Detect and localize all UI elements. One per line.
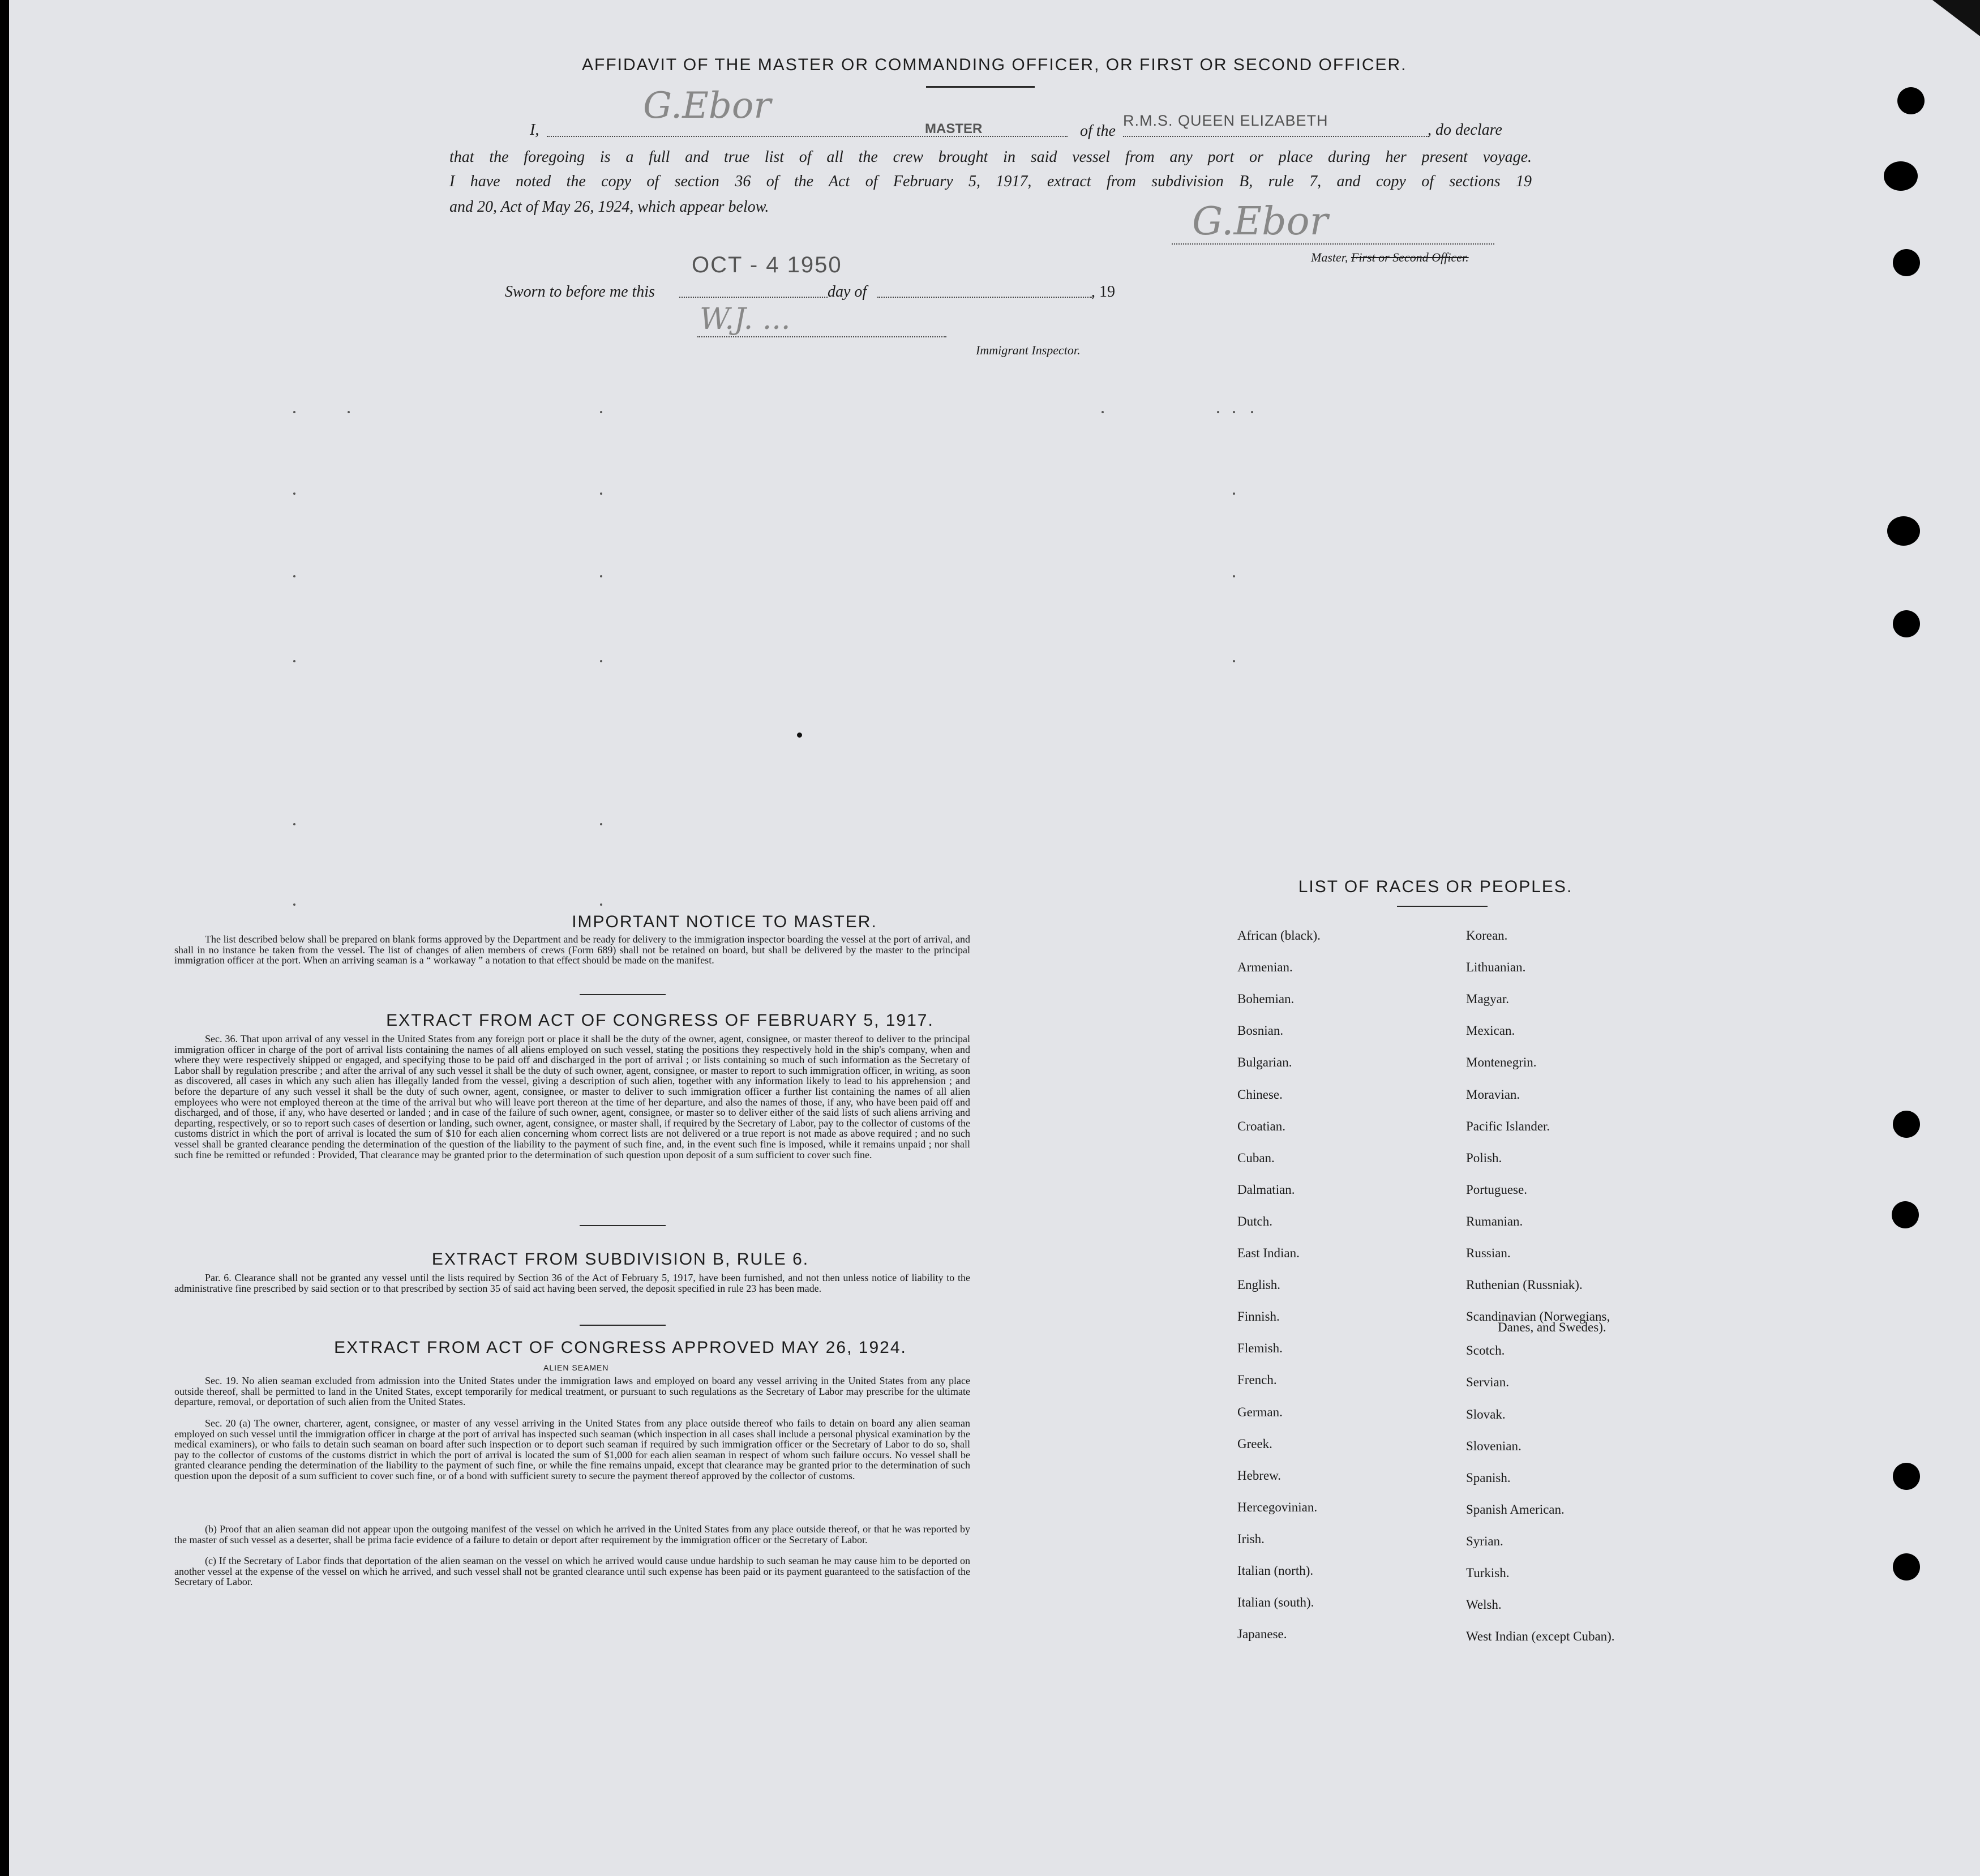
race-item: Portuguese. — [1466, 1183, 1527, 1197]
extract-1924-sec19: Sec. 19. No alien seaman excluded from admission into the United States under the immigration laws and employed on board any vessel arriving in the United States from any place outside thereof, shall be permitted to land in the United States, except temporarily for medical treatment, or pursuant to such regulations as the Secretary of Labor may prescribe for the ultimate departure, removal, or deportation of such alien from the United States. — [174, 1375, 970, 1408]
race-item: Armenian. — [1237, 960, 1293, 974]
race-item: Irish. — [1237, 1532, 1265, 1546]
punch-hole — [1893, 1463, 1920, 1490]
sworn-day-line — [679, 297, 828, 298]
race-item: Korean. — [1466, 928, 1508, 943]
race-scandinavian-continuation: Danes, and Swedes). — [1498, 1320, 1606, 1334]
sworn-month-line — [877, 297, 1092, 298]
notice-rule — [580, 994, 666, 995]
title-rule — [926, 86, 1035, 88]
extract-1917-title: EXTRACT FROM ACT OF CONGRESS OF FEBRUARY 5, 1917. — [386, 1011, 934, 1030]
date-stamp: OCT - 4 1950 — [692, 252, 842, 277]
race-item: Flemish. — [1237, 1341, 1283, 1355]
extract-rule6-title: EXTRACT FROM SUBDIVISION B, RULE 6. — [431, 1250, 809, 1269]
race-item: Moravian. — [1466, 1087, 1520, 1102]
race-item: Magyar. — [1466, 992, 1510, 1006]
extract-1924-sec20b: (b) Proof that an alien seaman did not appear upon the outgoing manifest of the vessel on which he arrived in the United States from any place outside thereof, or that he was reported by the master of such vessel as a deserter, shall be prima facie evidence of a failure to detain or deport after requirement by the immigration officer or the Secretary of Labor. — [174, 1523, 970, 1545]
inspector-line — [697, 336, 946, 337]
rank-stamp: MASTER — [925, 121, 983, 136]
race-item: Polish. — [1466, 1151, 1502, 1165]
do-declare-label: , do declare — [1428, 121, 1502, 139]
race-item: West Indian (except Cuban). — [1466, 1629, 1615, 1643]
race-item: Russian. — [1466, 1246, 1511, 1260]
race-item: Syrian. — [1466, 1534, 1503, 1548]
corner-fold — [1932, 0, 1980, 36]
name-line — [547, 136, 1068, 137]
race-item: Welsh. — [1466, 1597, 1502, 1612]
race-item: East Indian. — [1237, 1246, 1300, 1260]
document-sheet — [9, 0, 1980, 1876]
race-item: Bulgarian. — [1237, 1055, 1292, 1069]
vessel-name-stamp: R.M.S. QUEEN ELIZABETH — [1123, 112, 1328, 129]
race-item: Spanish American. — [1466, 1502, 1565, 1517]
race-item: Hercegovinian. — [1237, 1500, 1318, 1514]
master-label: Master, — [1311, 250, 1348, 264]
race-item: Cuban. — [1237, 1151, 1275, 1165]
race-item: Bosnian. — [1237, 1023, 1284, 1038]
race-item: French. — [1237, 1373, 1277, 1387]
punch-hole — [1892, 1201, 1919, 1228]
punch-hole — [1893, 1111, 1920, 1138]
extract-1924-sec20a: Sec. 20 (a) The owner, charterer, agent, consignee, or master of any vessel arriving in the United States from any place outside thereof who fails to detain on board any alien seaman employed on such vessel until the immigration officer in charge at the port of arrival has inspected such seaman (which inspection in all cases shall include a personal physical examination by the medical examiners), or who fails to detain such seaman on board after such inspection or to deport such seaman if required by such immigration officer or the Secretary of Labor to do so, shall pay to the collector of customs of the customs district in which the port of arrival is located the sum of $1,000 for each alien seaman in respect of whom such failure occurs. No vessel shall be granted clearance pending the determination of the liability to the payment of such fine, or while the fine remains unpaid, except that clearance may be granted prior to the determination of such question upon the deposit of a sum sufficient to cover such fine, or of a bond with sufficient surety to secure the payment thereof approved by the collector of customs. — [174, 1417, 970, 1481]
race-item: Slovak. — [1466, 1407, 1506, 1421]
punch-hole — [1897, 87, 1925, 114]
race-item: Turkish. — [1466, 1566, 1510, 1580]
race-item: Finnish. — [1237, 1309, 1280, 1324]
declaration-line-3: and 20, Act of May 26, 1924, which appear below. — [449, 198, 769, 216]
vessel-line — [1123, 136, 1429, 137]
affidavit-title: AFFIDAVIT OF THE MASTER OR COMMANDING OFFICER, OR FIRST OR SECOND OFFICER. — [582, 55, 1407, 74]
punch-hole — [1893, 249, 1920, 276]
race-item: Lithuanian. — [1466, 960, 1526, 974]
race-item: Scotch. — [1466, 1343, 1505, 1357]
notice-text: The list described below shall be prepared on blank forms approved by the Department and be ready for delivery to the immigration inspector boarding the vessel at the port of arrival, and shall in no instance be taken from the vessel. The list of changes of alien members of crews (Form 689) shall not be retained on board, but shall be delivered by the master to the principal immigration officer at the port. When an arriving seaman is a “ workaway ” a notation to that effect should be made on the manifest. — [174, 933, 970, 966]
race-item: German. — [1237, 1405, 1283, 1419]
i-label: I, — [530, 121, 539, 139]
notice-title: IMPORTANT NOTICE TO MASTER. — [572, 913, 877, 931]
punch-hole — [1887, 516, 1920, 546]
master-name-signature: G.Ebor — [643, 85, 771, 127]
race-item: Servian. — [1466, 1375, 1510, 1389]
master-title-label — [1311, 250, 1469, 265]
race-item: Chinese. — [1237, 1087, 1283, 1102]
race-item: Mexican. — [1466, 1023, 1515, 1038]
punch-hole — [1893, 1553, 1920, 1581]
master-signature: G.Ebor — [1192, 199, 1328, 244]
extract-rule6-rule — [580, 1325, 666, 1326]
race-item: African (black). — [1237, 928, 1321, 943]
race-item: Ruthenian (Russniak). — [1466, 1278, 1583, 1292]
races-title: LIST OF RACES OR PEOPLES. — [1298, 877, 1573, 896]
race-item: Italian (south). — [1237, 1595, 1314, 1609]
inspector-label: Immigrant Inspector. — [976, 343, 1081, 357]
race-item: Dutch. — [1237, 1214, 1272, 1228]
extract-1917-rule — [580, 1225, 666, 1226]
race-item: Hebrew. — [1237, 1468, 1282, 1483]
punch-hole — [1893, 610, 1920, 637]
race-item: Bohemian. — [1237, 992, 1295, 1006]
race-item: Slovenian. — [1466, 1439, 1522, 1453]
extract-1924-title: EXTRACT FROM ACT OF CONGRESS APPROVED MAY 26, 1924. — [334, 1338, 907, 1357]
race-item: Italian (north). — [1237, 1564, 1314, 1578]
race-item: Greek. — [1237, 1437, 1272, 1451]
race-item: Rumanian. — [1466, 1214, 1523, 1228]
race-item: Montenegrin. — [1466, 1055, 1537, 1069]
inspector-signature: W.J. ... — [700, 302, 791, 336]
race-item: English. — [1237, 1278, 1281, 1292]
races-rule — [1397, 906, 1488, 907]
race-item: Spanish. — [1466, 1471, 1511, 1485]
race-item: Scandinavian (Norwegians, — [1466, 1309, 1610, 1324]
day-of-label: day of — [828, 283, 867, 301]
year-prefix: , 19 — [1091, 283, 1115, 301]
struck-officer-label: First or Second Officer. — [1351, 250, 1469, 264]
extract-1917-text: Sec. 36. That upon arrival of any vessel in the United States from any foreign port or place it shall be the duty of the owner, agent, consignee, or master thereof to deliver to the principal immigration officer in charge of the port of arrival lists containing the names of all aliens employed on such vessel, stating the positions they respectively hold in the ship's company, when and where they were respectively shipped or engaged, and specifying those to be paid off and discharged in the port of arrival ; or lists containing so much of such information as the Secretary of Labor shall by regulation prescribe ; and after the arrival of any such vessel it shall be the duty of such owner, agent, consignee, or master to report to such immigration officer, in writing, as soon as discovered, all cases in which any such alien has illegally landed from the vessel, giving a description of such alien, together with any information likely to lead to his apprehension ; and before the departure of any such vessel it shall be the duty of such owner, agent, consignee, or master to deliver to such immigration officer a further list containing the names of all alien employees who were not employed thereon at the time of the arrival but who will leave port thereon at the time of her departure, and also the names of those, if any, who have been paid off and discharged, and of those, if any, who have deserted or landed ; and in case of the failure of such owner, agent, consignee, or master so to deliver either of the said lists of such aliens arriving and departing, respectively, or so to report such cases of desertion or landing, such owner, agent, consignee, or master shall, if required by the Secretary of Labor, pay to the collector of customs of the customs district in which the port of arrival is located the sum of $10 for each alien concerning whom correct lists are not delivered or a true report is not made as above required ; and no such vessel shall be granted clearance pending the determination of the question of the liability to the payment of such fine, and, in the event such fine is imposed, while it remains unpaid ; nor shall such fine be remitted or refunded : Provided, That clearance may be granted prior to the determination of such question upon deposit of a sum sufficient to cover such fine. — [174, 1033, 970, 1160]
punch-hole — [1884, 161, 1918, 191]
declaration-line-2: I have noted the copy of section 36 of the Act of February 5, 1917, extract from subdivision B, rule 7, and copy of sections 19 — [449, 173, 1532, 190]
sworn-label: Sworn to before me this — [505, 283, 655, 301]
race-item: Pacific Islander. — [1466, 1119, 1550, 1133]
of-the-label: of the — [1080, 122, 1116, 140]
extract-rule6-text: Par. 6. Clearance shall not be granted any vessel until the lists required by Section 36 of the Act of February 5, 1917, have been furnished, and not then unless notice of liability to the administrative fine prescribed by said section or to that prescribed by section 35 of said act having been served, the deposit specified in rule 23 has been made. — [174, 1272, 970, 1294]
declaration-line-1: that the foregoing is a full and true list of all the crew brought in said vessel from any port or place during her present voyage. — [449, 148, 1532, 166]
master-signature-line — [1172, 243, 1494, 245]
race-item: Croatian. — [1237, 1119, 1285, 1133]
race-item: Japanese. — [1237, 1627, 1287, 1641]
extract-1924-sec20c: (c) If the Secretary of Labor finds that deportation of the alien seaman on the vessel on which he arrived would cause undue hardship to such seaman he may cause him to be deported on another vessel at the expense of the vessel on which he arrived, and such vessel shall not be granted clearance until such expense has been paid or its payment guaranteed to the satisfaction of the Secretary of Labor. — [174, 1555, 970, 1588]
race-item: Dalmatian. — [1237, 1183, 1295, 1197]
alien-seamen-subtitle: ALIEN SEAMEN — [543, 1363, 609, 1372]
